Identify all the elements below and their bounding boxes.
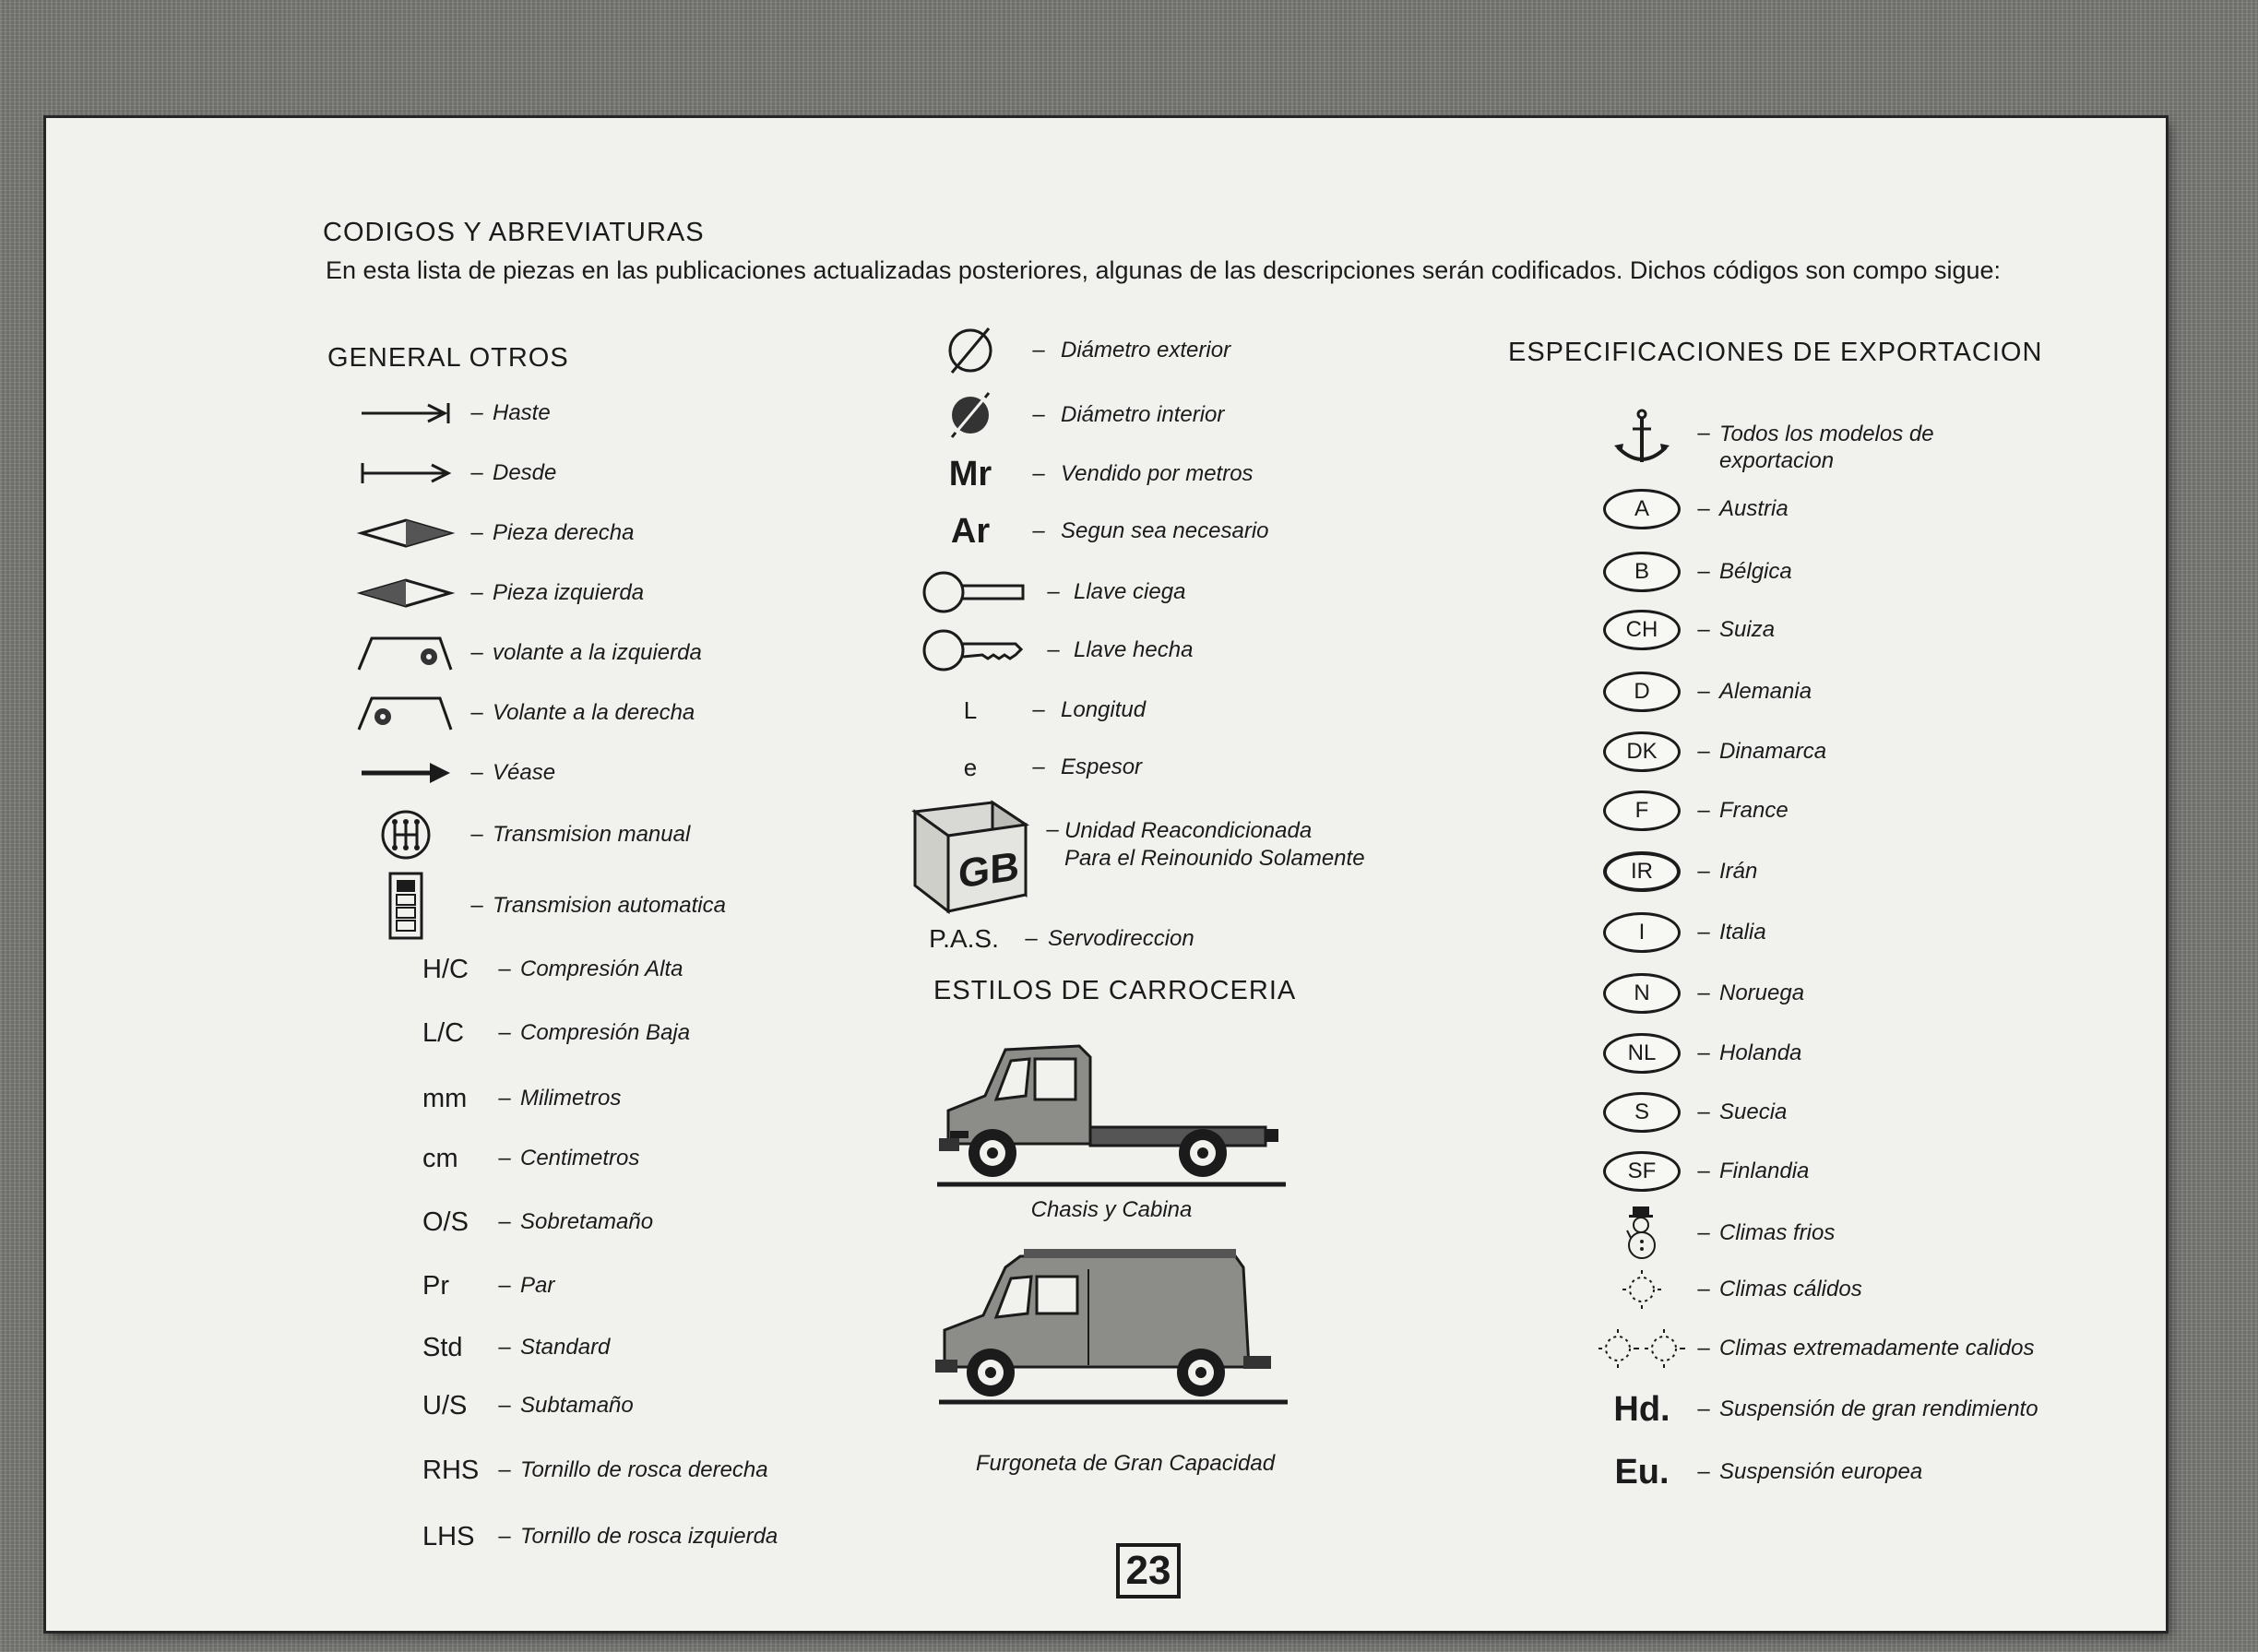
abbr-label: Compresión Baja [520, 1020, 691, 1045]
page-title: CODIGOS Y ABREVIATURAS [323, 218, 705, 247]
arrow-to-bar-icon [351, 399, 461, 427]
abbr-code: Std [422, 1332, 463, 1362]
middle-row-l [924, 684, 1146, 736]
code-l: L [963, 695, 978, 724]
dash: – [1697, 496, 1710, 521]
double-sun-icon [1596, 1328, 1688, 1369]
abbr-row [422, 1322, 610, 1373]
climate-row-hot [1596, 1264, 1862, 1315]
dash: – [1032, 338, 1045, 362]
climate-row-extreme-hot [1596, 1323, 2034, 1374]
gb-line-1: Unidad Reacondicionada [1064, 818, 1313, 843]
dash: – [1697, 981, 1710, 1005]
general-row-volante-izquierda [351, 627, 702, 679]
gb-description [1040, 817, 1365, 873]
country-label: Austria [1719, 496, 1789, 521]
dash: – [1697, 1220, 1710, 1245]
dash: – [470, 700, 483, 725]
middle-row-ar [924, 504, 1269, 559]
right-part-diamond-icon [351, 517, 461, 549]
dash: – [498, 1457, 511, 1482]
abbr-row [422, 1007, 690, 1059]
item-label: Llave hecha [1074, 637, 1194, 662]
abbr-code: Pr [422, 1270, 449, 1301]
climate-row-cold [1596, 1204, 1835, 1263]
dash: – [470, 460, 483, 485]
dash: – [1025, 926, 1038, 951]
dash: – [498, 957, 511, 981]
dash: – [1697, 1459, 1710, 1484]
abbr-code: U/S [422, 1390, 468, 1420]
country-row [1596, 785, 1789, 837]
dash: – [1047, 637, 1060, 662]
item-label: Véase [493, 760, 556, 785]
right-hand-drive-icon [351, 693, 461, 733]
page-number: 23 [1116, 1543, 1181, 1599]
suspension-row [1596, 1443, 1922, 1502]
outside-diameter-icon [924, 325, 1016, 376]
anchor-line-1: Todos los modelos de [1719, 422, 1934, 446]
country-row [1596, 666, 1812, 718]
item-label: Volante a la derecha [493, 700, 695, 725]
blank-key-icon [913, 569, 1033, 615]
abbr-label: Tornillo de rosca derecha [520, 1457, 768, 1482]
dash: – [1046, 817, 1059, 842]
dash: – [498, 1209, 511, 1234]
van-caption: Furgoneta de Gran Capacidad [975, 1451, 1276, 1476]
country-label: Finlandia [1719, 1159, 1810, 1183]
country-row [1596, 846, 1757, 897]
country-row [1596, 907, 1766, 958]
chassis-caption: Chasis y Cabina [1030, 1197, 1193, 1222]
abbr-row [422, 1380, 634, 1432]
dash: – [470, 760, 483, 785]
country-label: Alemania [1719, 679, 1812, 704]
country-badge: DK [1603, 731, 1681, 772]
dash: – [1697, 559, 1710, 584]
dash: – [1032, 402, 1045, 427]
chassis-cab-illustration [932, 1029, 1291, 1200]
country-row [1596, 968, 1804, 1019]
abbr-code: LHS [422, 1521, 475, 1551]
country-row [1596, 1087, 1787, 1138]
abbr-code: RHS [422, 1455, 480, 1485]
item-label: Llave ciega [1074, 579, 1186, 604]
item-label: Pieza izquierda [493, 580, 645, 605]
code-e: e [963, 753, 978, 781]
item-label: Vendido por metros [1061, 461, 1254, 486]
document-sheet [46, 118, 2166, 1631]
dash: – [1697, 1277, 1710, 1301]
dash: – [498, 1020, 511, 1045]
country-label: Suiza [1719, 617, 1776, 642]
gb-text: GB [958, 843, 1019, 897]
general-row-desde [351, 447, 556, 499]
dash: – [498, 1146, 511, 1171]
item-label: Diámetro exterior [1061, 338, 1231, 362]
intro-text: En esta lista de piezas en las publicaciones actualizadas posteriores, algunas de las descripciones serán codificados. Dichos códigos son compo sigue: [326, 256, 2002, 284]
suspension-label: Suspensión europea [1719, 1459, 1923, 1484]
export-row-anchor [1596, 406, 1934, 474]
abbr-code: O/S [422, 1206, 469, 1237]
country-badge: NL [1603, 1033, 1681, 1074]
middle-row-mr [924, 446, 1254, 502]
abbr-label: Subtamaño [520, 1393, 634, 1418]
country-label: Bélgica [1719, 559, 1792, 584]
arrow-from-bar-icon [351, 459, 461, 487]
suspension-label: Suspensión de gran rendimiento [1719, 1396, 2038, 1421]
abbr-code: H/C [422, 954, 469, 984]
van-illustration [932, 1245, 1291, 1416]
dash: – [498, 1335, 511, 1360]
item-label: Segun sea necesario [1061, 518, 1269, 543]
dash: – [1697, 421, 1710, 446]
dash: – [1697, 679, 1710, 704]
dash: – [470, 640, 483, 665]
country-label: Holanda [1719, 1040, 1802, 1065]
middle-row-pas [913, 913, 1194, 965]
body-styles-heading: ESTILOS DE CARROCERIA [933, 976, 1297, 1005]
country-row [1596, 726, 1826, 778]
country-label: Irán [1719, 859, 1758, 884]
climate-label: Climas extremadamente calidos [1719, 1336, 2035, 1361]
dash: – [1697, 859, 1710, 884]
anchor-icon [1596, 406, 1688, 470]
general-row-pieza-izquierda [351, 567, 644, 619]
abbr-row [422, 944, 683, 995]
dash: – [470, 580, 483, 605]
general-row-automatica [351, 870, 726, 942]
abbr-label: Par [520, 1273, 555, 1298]
dash: – [1032, 697, 1045, 722]
item-label: Servodireccion [1048, 926, 1194, 951]
dash: – [1697, 798, 1710, 823]
abbr-label: Standard [520, 1335, 611, 1360]
item-label: volante a la izquierda [493, 640, 702, 665]
general-row-volante-derecha [351, 687, 695, 739]
item-label: Transmision manual [493, 822, 691, 847]
abbr-label: Tornillo de rosca izquierda [520, 1524, 778, 1549]
country-badge: A [1603, 489, 1681, 529]
item-label: Pieza derecha [493, 520, 635, 545]
abbr-row [422, 1511, 778, 1563]
item-label: Desde [493, 460, 557, 485]
abbr-label: Milimetros [520, 1086, 622, 1111]
general-row-manual [351, 809, 690, 861]
country-row [1596, 546, 1792, 598]
dash: – [1047, 579, 1060, 604]
code-mr: Mr [948, 454, 992, 493]
abbr-row [422, 1260, 554, 1312]
abbr-row [422, 1073, 621, 1124]
dash: – [1697, 1159, 1710, 1183]
climate-label: Climas cálidos [1719, 1277, 1862, 1301]
middle-row-e [924, 742, 1142, 793]
suspension-row [1596, 1380, 2038, 1439]
anchor-line-2: exportacion [1719, 448, 1835, 473]
abbr-row [422, 1444, 768, 1496]
general-row-pieza-derecha [351, 507, 634, 559]
general-row-vease [351, 747, 555, 799]
dash: – [1032, 518, 1045, 543]
dash: – [1697, 1040, 1710, 1065]
inside-diameter-icon [924, 389, 1016, 441]
dash: – [1697, 920, 1710, 945]
left-part-diamond-icon [351, 577, 461, 609]
country-badge: SF [1603, 1151, 1681, 1192]
country-badge: S [1603, 1092, 1681, 1133]
country-badge: CH [1603, 610, 1681, 650]
dash: – [1032, 461, 1045, 486]
item-label: Longitud [1061, 697, 1147, 722]
dash: – [498, 1273, 511, 1298]
suspension-code: Hd. [1613, 1389, 1670, 1429]
country-badge: N [1603, 973, 1681, 1014]
dash: – [498, 1524, 511, 1549]
code-ar: Ar [950, 511, 991, 551]
country-row [1596, 483, 1789, 535]
see-arrow-icon [351, 759, 461, 787]
gb-box-icon [911, 799, 1031, 917]
country-badge: IR [1603, 851, 1681, 892]
middle-row-blank-key [913, 563, 1185, 622]
country-badge: F [1603, 790, 1681, 831]
dash: – [1032, 755, 1045, 779]
abbr-label: Compresión Alta [520, 957, 683, 981]
item-label: Espesor [1061, 755, 1143, 779]
code-pas: P.A.S. [929, 924, 999, 953]
country-label: Dinamarca [1719, 739, 1827, 764]
sun-icon [1596, 1269, 1688, 1310]
middle-row-inside-diameter [924, 386, 1224, 445]
abbr-row [422, 1196, 653, 1248]
dash: – [470, 520, 483, 545]
dash: – [498, 1086, 511, 1111]
abbr-label: Centimetros [520, 1146, 640, 1171]
middle-row-outside-diameter [924, 321, 1230, 380]
dash: – [1697, 1336, 1710, 1361]
dash: – [1697, 1396, 1710, 1421]
country-label: Italia [1719, 920, 1766, 945]
middle-row-cut-key [913, 621, 1193, 680]
dash: – [498, 1393, 511, 1418]
country-badge: D [1603, 671, 1681, 712]
country-label: Suecia [1719, 1099, 1788, 1124]
dash: – [1697, 1099, 1710, 1124]
item-label: Diámetro interior [1061, 402, 1225, 427]
abbr-row [422, 1133, 639, 1184]
suspension-code: Eu. [1614, 1452, 1670, 1492]
dash: – [470, 822, 483, 847]
country-row [1596, 1028, 1801, 1079]
dash: – [1697, 617, 1710, 642]
general-heading: GENERAL OTROS [327, 343, 569, 373]
cut-key-icon [913, 627, 1033, 673]
country-label: Noruega [1719, 981, 1805, 1005]
country-badge: B [1603, 552, 1681, 592]
climate-label: Climas frios [1719, 1220, 1836, 1245]
item-label: Transmision automatica [493, 893, 726, 918]
snowman-icon [1596, 1205, 1688, 1262]
dash: – [470, 400, 483, 425]
general-row-haste [351, 387, 551, 439]
item-label: Haste [493, 400, 551, 425]
dash: – [1697, 739, 1710, 764]
abbr-code: L/C [422, 1017, 465, 1048]
abbr-code: mm [422, 1083, 468, 1113]
dash: – [470, 893, 483, 918]
export-heading: ESPECIFICACIONES DE EXPORTACION [1508, 338, 2043, 367]
country-label: France [1719, 798, 1789, 823]
gb-line-2: Para el Reinounido Solamente [1064, 846, 1365, 871]
country-badge: I [1603, 912, 1681, 953]
manual-gearbox-icon [351, 809, 461, 861]
abbr-code: cm [422, 1143, 458, 1173]
abbr-label: Sobretamaño [520, 1209, 654, 1234]
automatic-gearbox-icon [351, 871, 461, 941]
country-row [1596, 604, 1775, 656]
left-hand-drive-icon [351, 633, 461, 673]
country-row [1596, 1146, 1809, 1197]
